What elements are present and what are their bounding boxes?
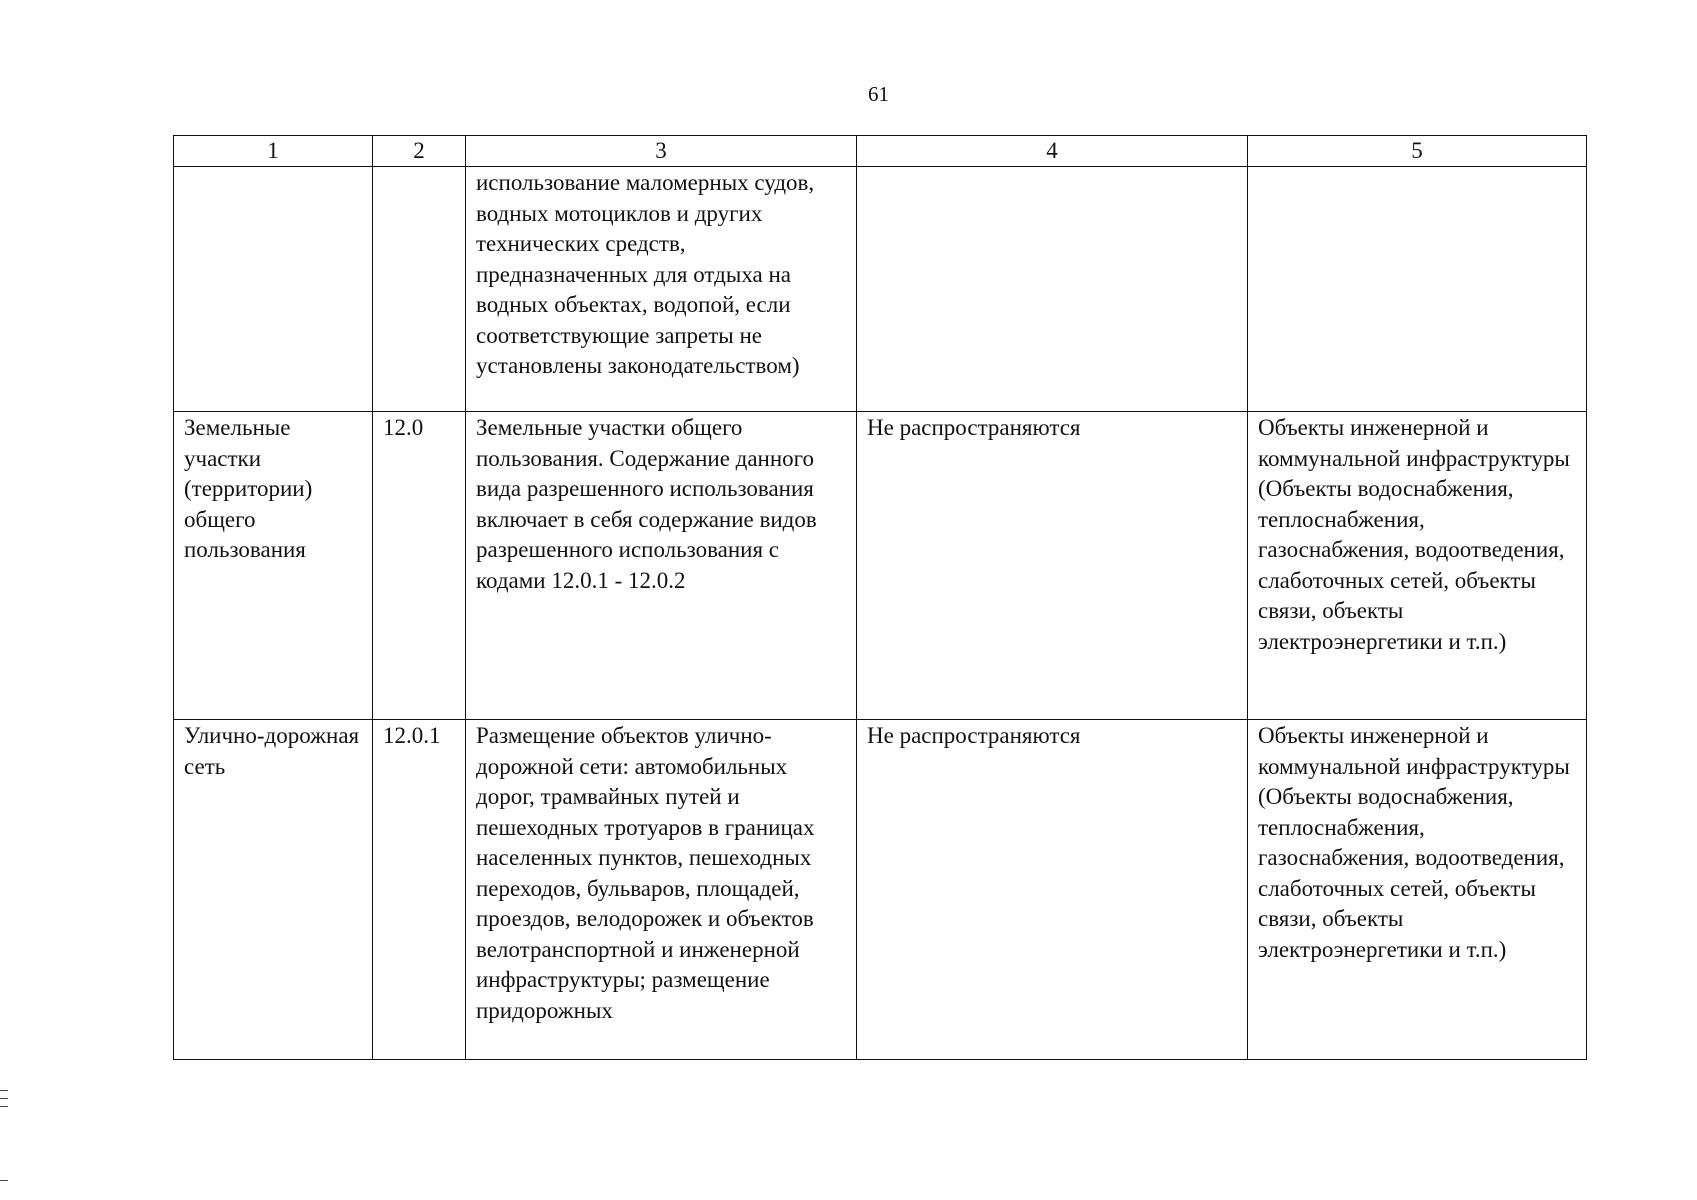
cell-description (466, 167, 857, 412)
scan-edge-mark (0, 1106, 8, 1107)
cell-text: Улично-дорожная сеть (184, 723, 360, 779)
cell-description (466, 412, 857, 720)
land-use-table (173, 135, 1587, 1060)
scan-edge-mark (0, 1098, 8, 1099)
cell-use-name (174, 412, 373, 720)
cell-code (373, 167, 466, 412)
cell-code (373, 412, 466, 720)
scan-edge-mark (0, 1180, 8, 1181)
cell-auxiliary-uses (1248, 412, 1587, 720)
cell-text: Не распространяются (867, 723, 1081, 748)
scan-edge-mark (0, 1090, 8, 1091)
column-header-5: 5 (1248, 136, 1587, 167)
cell-text: использование маломерных судов, водных мотоциклов и других технических средств, предназначенных для отдыха на водных объектах, водопой, если соответствующие запреты не установлены законодательством) (476, 170, 815, 378)
table-row (174, 412, 1587, 720)
cell-auxiliary-uses (1248, 720, 1587, 1060)
cell-text: Земельные участки (территории) общего пользования (184, 415, 313, 562)
table-row (174, 720, 1587, 1060)
cell-text: Не распространяются (867, 415, 1081, 440)
cell-parameters (857, 412, 1248, 720)
column-header-3: 3 (466, 136, 857, 167)
column-header-2: 2 (373, 136, 466, 167)
column-header-4: 4 (857, 136, 1248, 167)
table-row (174, 167, 1587, 412)
column-header-1: 1 (174, 136, 373, 167)
cell-parameters (857, 167, 1248, 412)
cell-use-name (174, 167, 373, 412)
table-header-row (174, 136, 1587, 167)
cell-use-name (174, 720, 373, 1060)
page-number: 61 (868, 82, 889, 106)
cell-text: Объекты инженерной и коммунальной инфраструктуры (Объекты водоснабжения, теплоснабжения, газоснабжения, водоотведения, слаботочных сетей, объекты связи, объекты электроэнергетики и т.п.) (1258, 723, 1570, 962)
cell-code (373, 720, 466, 1060)
cell-text: 12.0.1 (383, 723, 441, 748)
cell-text: Размещение объектов улично-дорожной сети: автомобильных дорог, трамвайных путей и пешеходных тротуаров в границах населенных пунктов, пешеходных переходов, бульваров, площадей, проездов, велодорожек и объектов велотранспортной и инженерной инфраструктуры; размещение придорожных (476, 723, 815, 1023)
cell-text: Земельные участки общего пользования. Содержание данного вида разрешенного использования включает в себя содержание видов разрешенного использования с кодами 12.0.1 - 12.0.2 (476, 415, 817, 593)
cell-description (466, 720, 857, 1060)
cell-text: Объекты инженерной и коммунальной инфраструктуры (Объекты водоснабжения, теплоснабжения, газоснабжения, водоотведения, слаботочных сетей, объекты связи, объекты электроэнергетики и т.п.) (1258, 415, 1570, 654)
cell-parameters (857, 720, 1248, 1060)
cell-text: 12.0 (383, 415, 424, 440)
cell-auxiliary-uses (1248, 167, 1587, 412)
